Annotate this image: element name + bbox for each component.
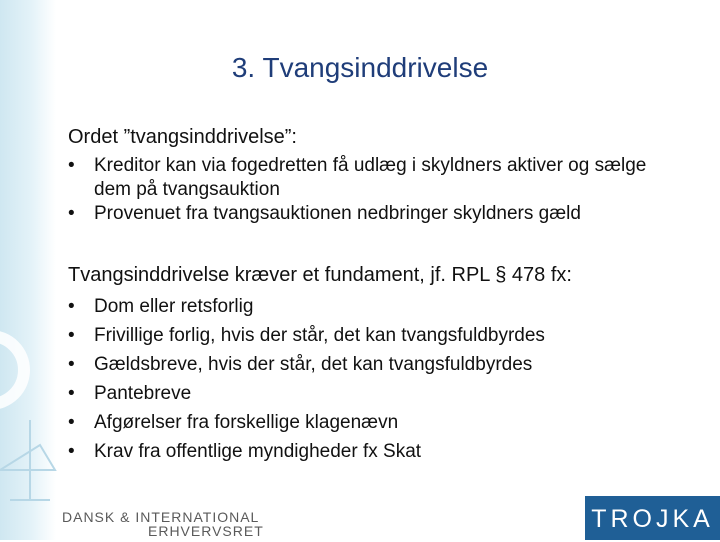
bullet-dot: • [68,325,75,346]
list-item-text: Kreditor kan via fogedretten få udlæg i skyldners aktiver og sælge dem på tvangsauktion [94,155,647,200]
list-item [68,292,688,321]
list-item [68,408,688,437]
list-item-text: Gældsbreve, hvis der står, det kan tvangsfuldbyrdes [94,354,533,375]
list-item-text: Afgørelser fra forskellige klagenævn [94,412,399,433]
list-item [68,379,688,408]
list-item-text: Provenuet fra tvangsauktionen nedbringer skyldners gæld [94,203,581,224]
bullet-dot: • [68,296,75,317]
dansk-international-erhvervsret-logo [62,510,264,538]
logo-line-2: ERHVERVSRET [148,523,264,539]
bullet-dot: • [68,354,75,375]
bullet-dot: • [68,383,75,404]
section-heading: Tvangsinddrivelse kræver et fundament, jf. RPL § 478 fx: [68,264,572,286]
bullet-dot: • [68,203,75,224]
trojka-logo: TROJKA [585,496,720,540]
list-item [68,202,688,226]
logo-line-1: DANSK & INTERNATIONAL [62,509,260,525]
list-item [68,154,688,202]
bullet-dot: • [68,412,75,433]
list-item [68,437,688,466]
list-item-text: Frivillige forlig, hvis der står, det kan tvangsfuldbyrdes [94,325,545,346]
bullet-dot: • [68,441,75,462]
section-legal-basis [68,262,688,466]
bullet-dot: • [68,155,75,176]
list-item-text: Krav fra offentlige myndigheder fx Skat [94,441,422,462]
bullet-list [68,154,688,226]
section-heading: Ordet ”tvangsinddrivelse”: [68,126,297,148]
slide-title: 3. Tvangsinddrivelse [231,52,489,83]
list-item [68,350,688,379]
list-item-text: Pantebreve [94,383,192,404]
list-item-text: Dom eller retsforlig [94,296,254,317]
section-word-definition [68,124,688,226]
bullet-list [68,292,688,466]
list-item [68,321,688,350]
